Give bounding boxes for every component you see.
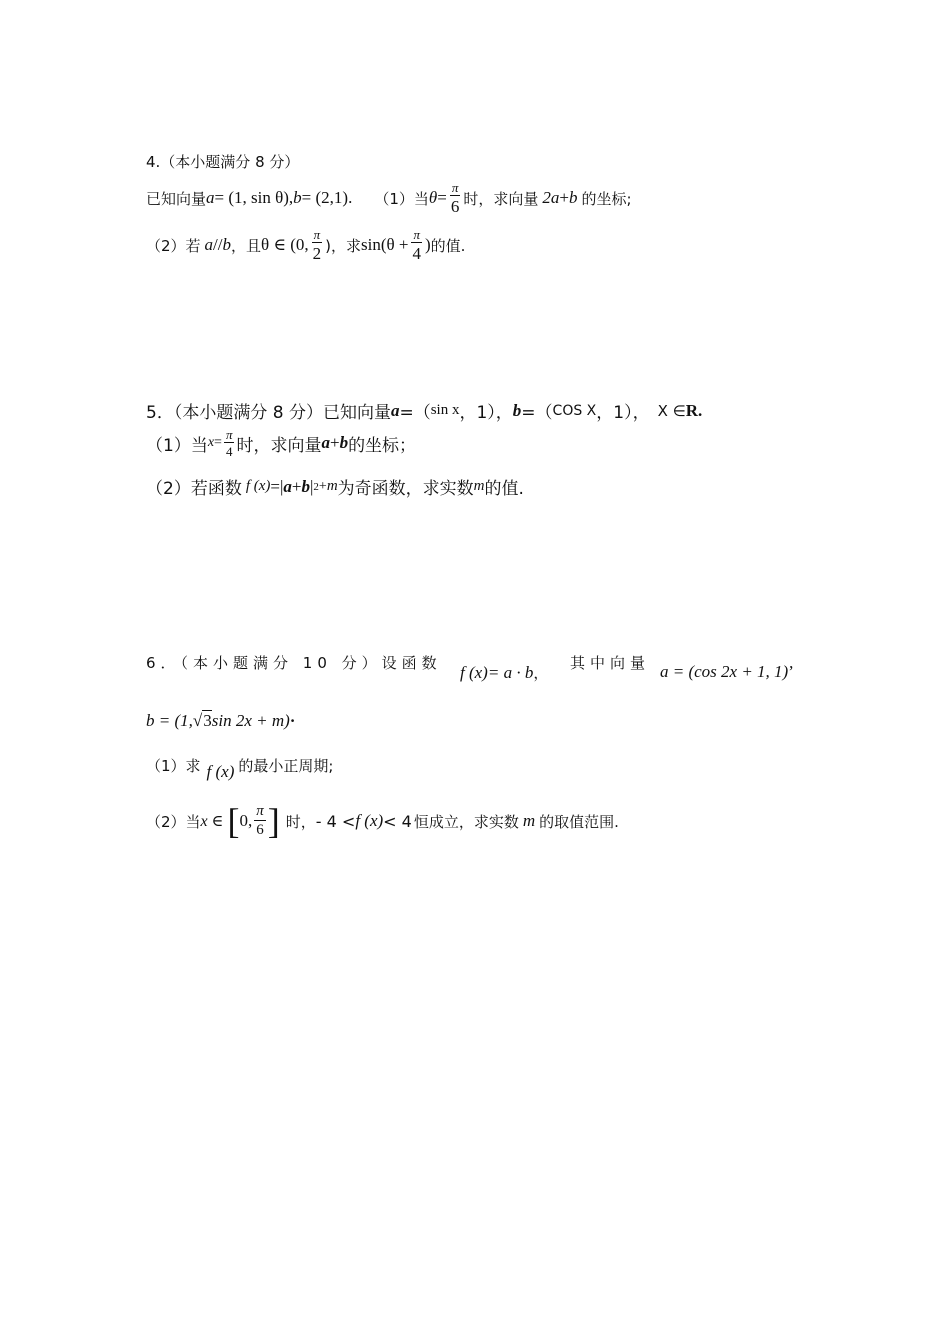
- q5-plus: +: [329, 433, 340, 452]
- q4-pi-over-2: [311, 228, 324, 262]
- q6-sqrt3: 3: [203, 711, 212, 730]
- q6-b-dot: ·: [289, 710, 296, 730]
- q5-a3: a: [283, 476, 292, 496]
- q5-eq: =（: [399, 403, 431, 423]
- q4-2a: 2a: [542, 188, 560, 207]
- q5-line1: [146, 398, 702, 423]
- q6-ineq-r: < 4: [383, 811, 412, 831]
- q6-b-def-start: b = (1,: [146, 710, 193, 730]
- q6-p2-label: （2）当: [146, 812, 201, 831]
- q5-p2-end: 的值.: [484, 479, 524, 499]
- q4-p2-mid: ，且: [231, 236, 262, 255]
- q6-frac-num: π: [256, 803, 264, 819]
- q4-parallel: //: [213, 235, 223, 254]
- q6-fx3: f (x): [355, 811, 384, 830]
- q5-cosx: COS X: [552, 402, 597, 419]
- sqrt-icon: √: [192, 710, 203, 730]
- q6-p2-mid: 时，: [285, 812, 316, 831]
- q6-comma: ，: [533, 664, 549, 682]
- q6-eq-ab: = a · b: [487, 662, 534, 682]
- q5-p2-mid: 为奇函数，求实数: [337, 479, 474, 499]
- q4-line1: [146, 181, 632, 215]
- q5-line3: [146, 474, 524, 499]
- q5-R: R: [685, 400, 699, 420]
- q4-frac2-den: 2: [312, 244, 322, 263]
- q6-zero: 0,: [239, 811, 253, 830]
- q5-x: x: [207, 435, 215, 450]
- q4-vector-b: b: [293, 188, 302, 207]
- q4-sin-open: sin(θ +: [361, 235, 409, 254]
- q6-bracket-r: ]: [267, 801, 280, 841]
- q5-plus-m: +: [318, 478, 327, 494]
- q4-a2: a: [204, 235, 214, 254]
- q5-header: 5．（本小题满分 8 分）已知向量: [146, 403, 391, 423]
- q6-b-def-line: [146, 710, 295, 731]
- q4-in: θ ∈ (0,: [261, 235, 309, 254]
- q4-theta: θ: [428, 188, 438, 207]
- q4-plus: +: [559, 188, 569, 207]
- q5-eq3: =: [214, 435, 222, 450]
- q5-xin: X ∈: [657, 401, 686, 420]
- q6-p1-label: （1）求: [146, 756, 201, 775]
- q6-xin: x ∈: [200, 813, 224, 830]
- q4-b2: b: [568, 188, 578, 207]
- q4-header-text: 4.（本小题满分 8 分）: [146, 153, 300, 171]
- q6-ineq-l: - 4 <: [315, 811, 356, 831]
- q4-l1-prefix: 已知向量: [146, 189, 207, 208]
- q4-line2: [146, 228, 465, 262]
- q4-b-def: = (2,1).: [301, 188, 353, 207]
- q6-b-def-end: sin 2x + m): [211, 710, 290, 730]
- q5-one-b: ，1），: [596, 403, 650, 423]
- q4-frac-num: π: [451, 180, 459, 195]
- q5-plus2: +: [291, 476, 302, 496]
- q6-m: m: [522, 811, 536, 830]
- q4-pi-over-6: [449, 181, 462, 215]
- q5-m2: m: [473, 478, 485, 494]
- q4-p1-label: （1）当: [374, 189, 429, 208]
- q4-frac-den: 6: [450, 197, 460, 216]
- q4-p2-mid2: )，求: [325, 236, 362, 255]
- q4-frac2-num: π: [313, 227, 321, 242]
- q5-a2: a: [321, 433, 330, 452]
- q6-p1-end: 的最小正周期;: [238, 756, 334, 775]
- q4-pi-over-4: [411, 228, 424, 262]
- q6-apos: ’: [788, 662, 794, 681]
- q5-one-a: ，1），: [459, 403, 513, 423]
- q4-b3: b: [222, 235, 231, 254]
- q6-p2-mid2: 恒成立，求实数: [413, 812, 519, 831]
- q5-b2: b: [339, 433, 349, 452]
- q5-vector-b: b: [512, 400, 522, 420]
- q4-frac3-num: π: [413, 227, 420, 242]
- q5-vector-a: a: [390, 400, 400, 420]
- q6-header-line: [146, 652, 442, 673]
- q4-vector-a: a: [206, 188, 215, 207]
- q6-pi-over-6: [254, 804, 266, 838]
- q6-p2-end: 的取值范围.: [539, 812, 619, 831]
- q5-line2: [146, 428, 416, 458]
- q6-a-def: a = (cos 2x + 1, 1): [660, 662, 789, 681]
- q6-line-p1: [146, 748, 333, 782]
- q5-b3: b: [301, 476, 310, 496]
- q6-fx-def: [460, 662, 548, 683]
- q5-p2-label: （2）若函数: [146, 479, 242, 499]
- q6-header: 6．（本小题满分 10 分）设函数: [146, 654, 442, 672]
- q5-square: 2: [313, 480, 319, 493]
- q6-fx: f (x): [460, 662, 488, 682]
- q5-p1-label: （1）当: [146, 435, 208, 456]
- q6-a-def-line: [660, 662, 794, 682]
- q4-close: ): [425, 235, 431, 254]
- q4-p2-label: （2）若: [146, 236, 201, 255]
- q4-frac3-den: 4: [412, 244, 421, 263]
- q5-sinx: sin x: [430, 402, 460, 418]
- q5-eq4: =|: [270, 476, 284, 496]
- q5-frac-num: π: [225, 427, 233, 442]
- q4-p1-end: 的坐标;: [581, 189, 632, 208]
- q5-p1-end: 的坐标；: [348, 435, 417, 456]
- q6-line-p2: [146, 800, 619, 842]
- q4-p2-end: 的值.: [430, 236, 466, 255]
- q5-eq2: =（: [521, 403, 553, 423]
- q5-fx: f (x): [245, 478, 271, 494]
- q6-frac-den: 6: [256, 822, 264, 838]
- q4-p1-mid: 时，求向量: [463, 189, 539, 208]
- q6-fx2: f (x): [206, 762, 235, 781]
- q5-abs-close: |: [310, 476, 314, 496]
- q5-p1-mid: 时，求向量: [236, 435, 322, 456]
- q6-vec-label: [570, 652, 650, 673]
- q4-eq: =: [437, 188, 447, 207]
- q5-dot: .: [698, 400, 703, 420]
- q4-a-def: = (1, sin θ),: [214, 188, 294, 207]
- q5-pi-over-4: [224, 428, 235, 458]
- q5-frac-den: 4: [225, 444, 233, 459]
- q5-m: m: [326, 478, 338, 494]
- q4-header: [146, 151, 299, 172]
- q6-vec-text: 其中向量: [570, 654, 651, 672]
- q6-bracket-l: [: [227, 801, 240, 841]
